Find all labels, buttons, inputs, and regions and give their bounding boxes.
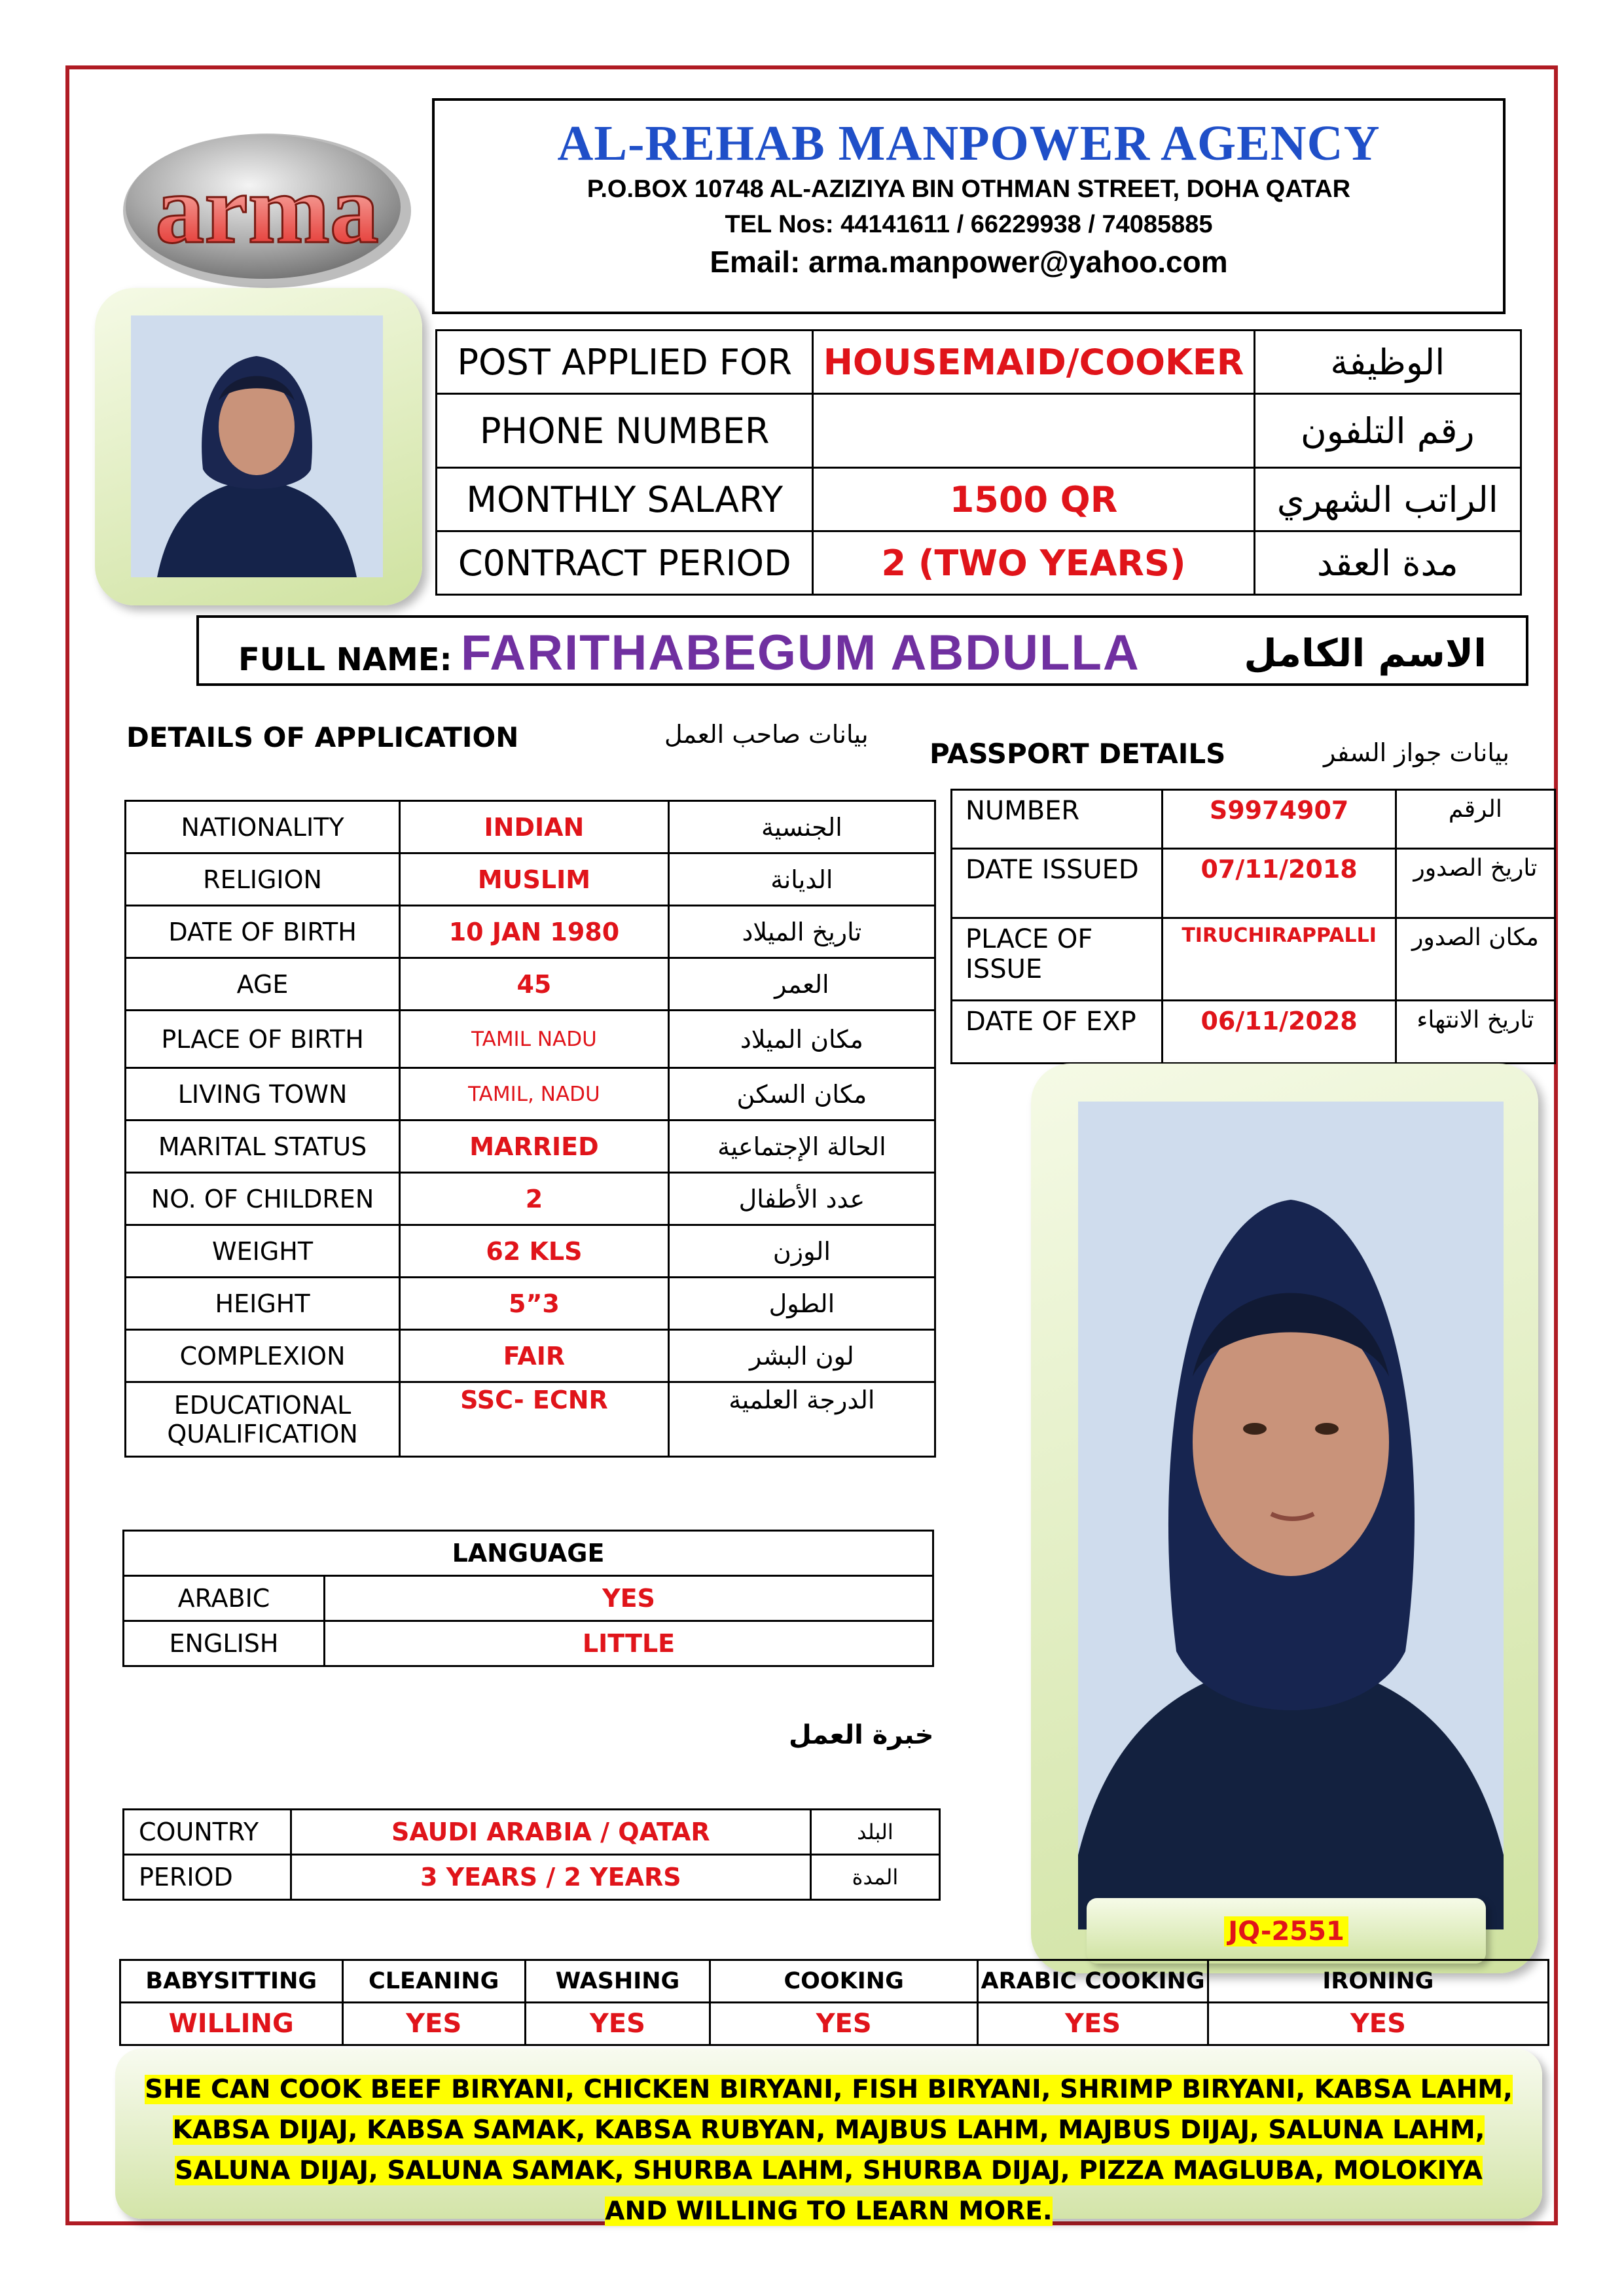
svg-text:arma: arma	[155, 155, 379, 264]
skill-header: CLEANING	[342, 1960, 525, 2003]
passport-label: PLACE OF ISSUE	[952, 918, 1163, 1001]
job-arabic: الراتب الشهري	[1254, 468, 1521, 531]
job-value: 2 (TWO YEARS)	[813, 531, 1254, 595]
passport-arabic: مكان الصدور	[1396, 918, 1555, 1001]
table-row	[124, 1531, 933, 1576]
skill-header: BABYSITTING	[120, 1960, 343, 2003]
detail-value: 10 JAN 1980	[400, 906, 669, 958]
passport-value: 07/11/2018	[1163, 849, 1396, 918]
job-label: PHONE NUMBER	[437, 394, 813, 468]
skill-value: YES	[342, 2003, 525, 2045]
large-photo-card	[1031, 1064, 1538, 1973]
detail-label: PLACE OF BIRTH	[126, 1011, 400, 1068]
detail-value: 5”3	[400, 1278, 669, 1330]
table-row	[126, 801, 935, 853]
experience-arabic: البلد	[810, 1810, 939, 1855]
skill-value: YES	[710, 2003, 977, 2045]
detail-value: 62 KLS	[400, 1225, 669, 1278]
table-row	[437, 468, 1521, 531]
passport-title-arabic: بيانات جواز السفر	[1324, 738, 1509, 767]
skill-header: IRONING	[1208, 1960, 1548, 2003]
experience-value: 3 YEARS / 2 YEARS	[291, 1855, 810, 1900]
job-value: 1500 QR	[813, 468, 1254, 531]
table-row	[952, 918, 1555, 1001]
skill-header: ARABIC COOKING	[978, 1960, 1208, 2003]
application-title: DETAILS OF APPLICATION	[126, 721, 519, 753]
detail-arabic: الوزن	[668, 1225, 935, 1278]
detail-value: INDIAN	[400, 801, 669, 853]
table-row	[126, 906, 935, 958]
job-value	[813, 394, 1254, 468]
detail-label: WEIGHT	[126, 1225, 400, 1278]
job-label: POST APPLIED FOR	[437, 331, 813, 394]
detail-arabic: مكان السكن	[668, 1068, 935, 1121]
table-row	[952, 790, 1555, 849]
skill-value: WILLING	[120, 2003, 343, 2045]
passport-arabic: تاريخ الانتهاء	[1396, 1001, 1555, 1064]
table-row	[437, 394, 1521, 468]
language-value: YES	[325, 1576, 933, 1621]
skills-table	[119, 1959, 1549, 2046]
detail-arabic: العمر	[668, 958, 935, 1011]
reference-code-card	[1087, 1898, 1486, 1964]
table-row	[120, 1960, 1549, 2003]
table-row	[126, 1330, 935, 1382]
language-label: ARABIC	[124, 1576, 325, 1621]
table-row	[126, 1068, 935, 1121]
agency-phone: TEL Nos: 44141611 / 66229938 / 74085885	[725, 211, 1213, 238]
detail-label: MARITAL STATUS	[126, 1121, 400, 1173]
language-label: ENGLISH	[124, 1621, 325, 1666]
detail-label: DATE OF BIRTH	[126, 906, 400, 958]
passport-value: S9974907	[1163, 790, 1396, 849]
experience-value: SAUDI ARABIA / QATAR	[291, 1810, 810, 1855]
skill-value: YES	[978, 2003, 1208, 2045]
job-value: HOUSEMAID/COOKER	[813, 331, 1254, 394]
detail-label: HEIGHT	[126, 1278, 400, 1330]
table-row	[124, 1855, 940, 1900]
detail-arabic: مكان الميلاد	[668, 1011, 935, 1068]
job-label: MONTHLY SALARY	[437, 468, 813, 531]
passport-arabic: تاريخ الصدور	[1396, 849, 1555, 918]
detail-arabic: لون البشر	[668, 1330, 935, 1382]
application-title-arabic: بيانات صاحب العمل	[664, 720, 869, 749]
table-row	[437, 331, 1521, 394]
detail-label: AGE	[126, 958, 400, 1011]
passport-arabic: الرقم	[1396, 790, 1555, 849]
small-photo-card	[95, 288, 422, 605]
language-value: LITTLE	[325, 1621, 933, 1666]
passport-title: PASSPORT DETAILS	[929, 738, 1226, 770]
detail-label: COMPLEXION	[126, 1330, 400, 1382]
skill-header: WASHING	[525, 1960, 710, 2003]
skill-value: YES	[525, 2003, 710, 2045]
large-candidate-photo	[1078, 1102, 1504, 1929]
agency-address: P.O.BOX 10748 AL-AZIZIYA BIN OTHMAN STREET, DOHA QATAR	[586, 175, 1351, 203]
experience-table	[122, 1808, 941, 1901]
detail-label: RELIGION	[126, 853, 400, 906]
agency-email: Email: arma.manpower@yahoo.com	[710, 245, 1228, 279]
detail-arabic: الدرجة العلمية	[668, 1382, 935, 1457]
detail-value: 45	[400, 958, 669, 1011]
skill-header: COOKING	[710, 1960, 977, 2003]
table-row	[126, 1225, 935, 1278]
detail-value: TAMIL NADU	[400, 1011, 669, 1068]
detail-arabic: عدد الأطفال	[668, 1173, 935, 1225]
cooking-notes-card	[115, 2049, 1542, 2226]
reference-code: JQ-2551	[1224, 1916, 1348, 1946]
table-row	[120, 2003, 1549, 2045]
detail-value: 2	[400, 1173, 669, 1225]
detail-label: NATIONALITY	[126, 801, 400, 853]
table-row	[437, 531, 1521, 595]
table-row	[126, 1121, 935, 1173]
table-row	[126, 1382, 935, 1457]
detail-arabic: الديانة	[668, 853, 935, 906]
table-row	[126, 1011, 935, 1068]
job-label: C0NTRACT PERIOD	[437, 531, 813, 595]
skill-value: YES	[1208, 2003, 1548, 2045]
detail-arabic: تاريخ الميلاد	[668, 906, 935, 958]
table-row	[124, 1621, 933, 1666]
table-row	[124, 1576, 933, 1621]
agency-header	[432, 98, 1506, 314]
passport-label: NUMBER	[952, 790, 1163, 849]
detail-value: FAIR	[400, 1330, 669, 1382]
table-row	[952, 1001, 1555, 1064]
experience-label: COUNTRY	[124, 1810, 291, 1855]
detail-value: TAMIL, NADU	[400, 1068, 669, 1121]
passport-label: DATE ISSUED	[952, 849, 1163, 918]
detail-arabic: الطول	[668, 1278, 935, 1330]
full-name-label: FULL NAME:	[238, 641, 452, 678]
application-table	[124, 800, 936, 1458]
job-table	[435, 329, 1522, 596]
detail-value: SSC- ECNR	[400, 1382, 669, 1457]
full-name-value: FARITHABEGUM ABDULLA	[461, 625, 1140, 681]
job-arabic: رقم التلفون	[1254, 394, 1521, 468]
experience-arabic: المدة	[810, 1855, 939, 1900]
table-row	[126, 1173, 935, 1225]
detail-arabic: الحالة الإجتماعية	[668, 1121, 935, 1173]
table-row	[952, 849, 1555, 918]
experience-title-arabic: خبرة العمل	[789, 1720, 934, 1750]
detail-value: MUSLIM	[400, 853, 669, 906]
agency-logo	[118, 118, 425, 295]
table-row	[124, 1810, 940, 1855]
agency-name: AL-REHAB MANPOWER AGENCY	[557, 116, 1380, 171]
passport-table	[950, 789, 1556, 1064]
full-name-box	[196, 615, 1528, 686]
job-arabic: مدة العقد	[1254, 531, 1521, 595]
job-arabic: الوظيفة	[1254, 331, 1521, 394]
cooking-notes: SHE CAN COOK BEEF BIRYANI, CHICKEN BIRYANI, FISH BIRYANI, SHRIMP BIRYANI, KABSA LAHM, KABSA DIJAJ, KABSA SAMAK, KABSA RUBYAN, MAJBUS LAHM, MAJBUS DIJAJ, SALUNA LAHM, SALUNA DIJAJ, SALUNA SAMAK, SHURBA LAHM, SHURBA DIJAJ, PIZZA MAGLUBA, MOLOKIYA AND WILLING TO LEARN MORE.	[145, 2075, 1513, 2226]
full-name-arabic: الاسم الكامل	[1244, 631, 1487, 675]
table-row	[126, 1278, 935, 1330]
passport-label: DATE OF EXP	[952, 1001, 1163, 1064]
table-row	[126, 958, 935, 1011]
passport-value: 06/11/2028	[1163, 1001, 1396, 1064]
language-table	[122, 1530, 934, 1667]
detail-label: EDUCATIONAL QUALIFICATION	[126, 1382, 400, 1457]
small-candidate-photo	[131, 315, 383, 577]
detail-arabic: الجنسية	[668, 801, 935, 853]
language-title: LANGUAGE	[124, 1531, 933, 1576]
detail-label: LIVING TOWN	[126, 1068, 400, 1121]
detail-value: MARRIED	[400, 1121, 669, 1173]
table-row	[126, 853, 935, 906]
experience-label: PERIOD	[124, 1855, 291, 1900]
detail-label: NO. OF CHILDREN	[126, 1173, 400, 1225]
passport-value: TIRUCHIRAPPALLI	[1163, 918, 1396, 1001]
